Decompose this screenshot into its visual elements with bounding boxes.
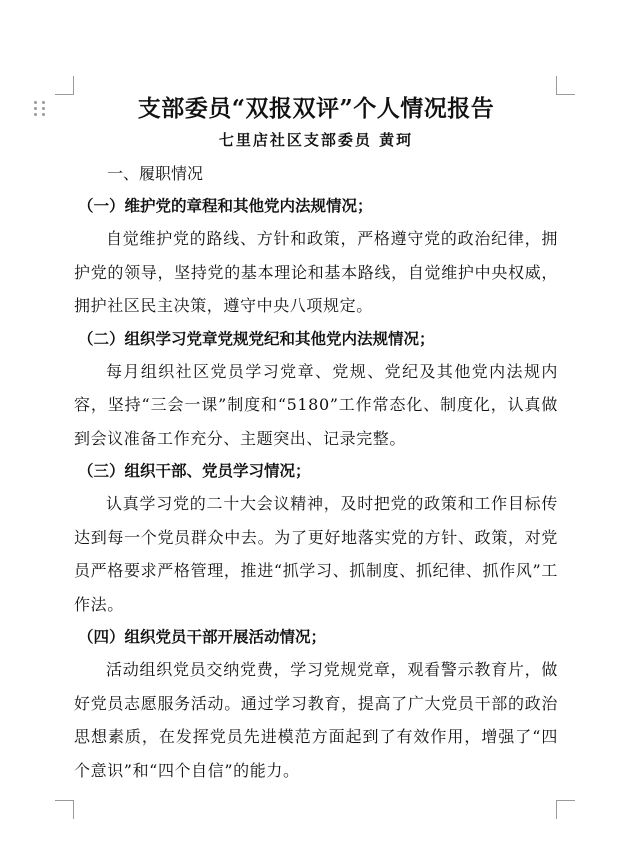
- subsection-heading-3: （三）组织干部、党员学习情况；: [78, 461, 311, 480]
- document-title: 支部委员“双报双评”个人情况报告: [137, 95, 495, 122]
- paragraph-3: 认真学习党的二十大会议精神，及时把党的政策和工作目标传达到每一个党员群众中去。为了更好地落实党的方针、政策，对党员严格要求严格管理，推进“抓学习、抓制度、抓纪律、抓作风”工作法。: [74, 494, 558, 614]
- drag-handle-icon[interactable]: [34, 101, 48, 117]
- section-heading: 一、履职情况: [107, 164, 204, 183]
- margin-corner-bottom-right: [556, 800, 575, 819]
- subsection-heading-4: （四）组织党员干部开展活动情况；: [78, 627, 327, 646]
- subsection-heading-1: （一）维护党的章程和其他党内法规情况；: [78, 196, 373, 215]
- subsection-heading-2: （二）组织学习党章党规党纪和其他党内法规情况；: [78, 328, 435, 348]
- document-author: 七里店社区支部委员 黄珂: [218, 131, 414, 149]
- margin-corner-top-right: [556, 76, 575, 95]
- document-body[interactable]: [74, 92, 558, 787]
- paragraph-2: 每月组织社区党员学习党章、党规、党纪及其他党内法规内容，坚持“三会一课”制度和“5180”工作常态化、制度化，认真做到会议准备工作充分、主题突出、记录完整。: [74, 361, 558, 448]
- margin-corner-bottom-left: [55, 800, 74, 819]
- margin-corner-top-left: [55, 76, 74, 95]
- paragraph-4: 活动组织党员交纳党费，学习党规党章，观看警示教育片，做好党员志愿服务活动。通过学习教育，提高了广大党员干部的政治思想素质，在发挥党员先进模范方面起到了有效作用，增强了“四个意识”和“四个自信”的能力。: [74, 660, 558, 780]
- paragraph-1: 自觉维护党的路线、方针和政策，严格遵守党的政治纪律，拥护党的领导，坚持党的基本理论和基本路线，自觉维护中央权威，拥护社区民主决策，遵守中央八项规定。: [74, 229, 558, 315]
